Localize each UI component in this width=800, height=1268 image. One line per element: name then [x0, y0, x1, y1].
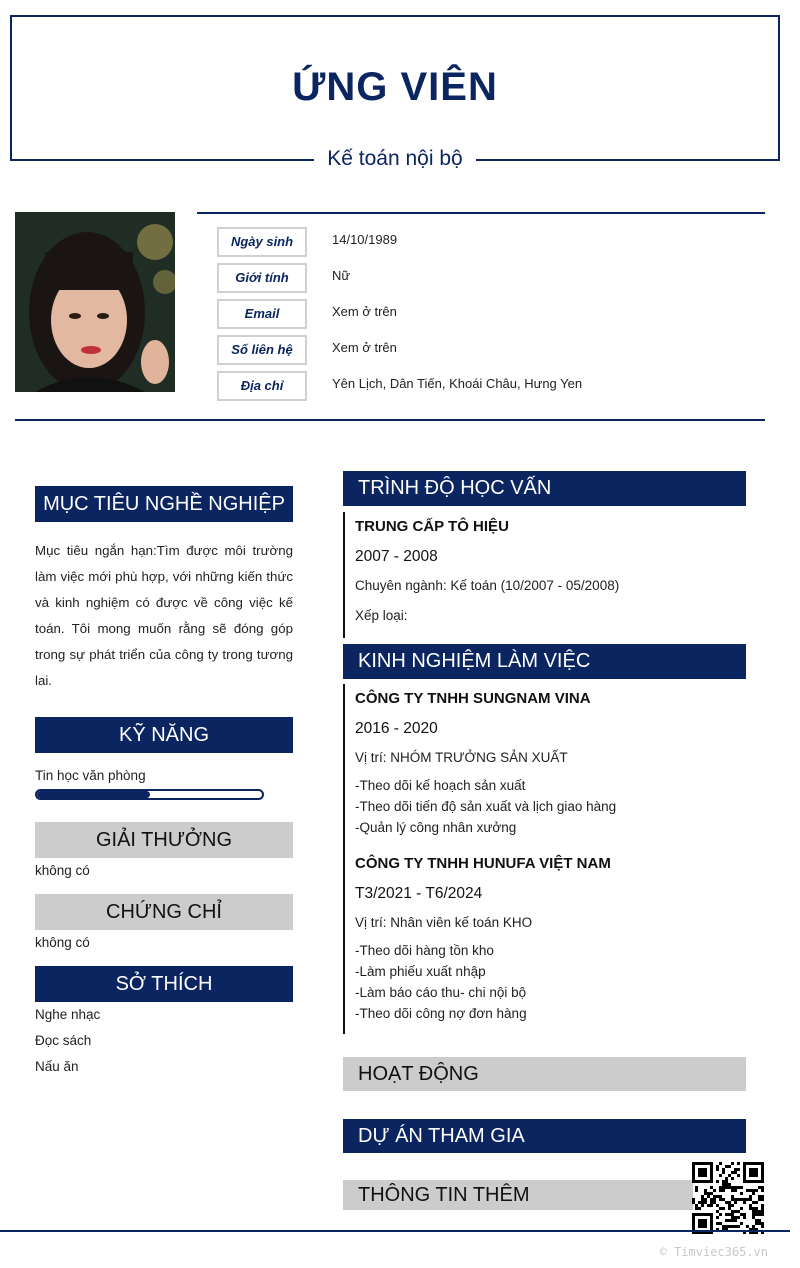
- skill-level-bar: [35, 789, 264, 800]
- info-value: Yên Lịch, Dân Tiến, Khoái Châu, Hưng Yen: [332, 376, 583, 391]
- education-period: 2007 - 2008: [355, 548, 438, 565]
- hobby-item: Nấu ăn: [35, 1059, 79, 1074]
- certificates-heading: CHỨNG CHỈ: [35, 894, 293, 930]
- info-label: Email: [217, 299, 307, 329]
- job-task: -Theo dõi công nợ đơn hàng: [355, 1006, 527, 1021]
- info-value: Xem ở trên: [332, 304, 397, 319]
- hobbies-heading: SỞ THÍCH: [35, 966, 293, 1002]
- experience-heading: KINH NGHIỆM LÀM VIỆC: [343, 644, 746, 679]
- footer-copyright: © Timviec365.vn: [659, 1245, 768, 1259]
- footer-divider: [0, 1230, 790, 1232]
- info-row-phone: [217, 335, 777, 365]
- extra-info-heading: THÔNG TIN THÊM: [343, 1180, 693, 1210]
- awards-text: không có: [35, 863, 90, 878]
- job-title: Kế toán nội bộ: [314, 144, 476, 174]
- info-label: Số liên hệ: [217, 335, 307, 365]
- education-timeline: [343, 512, 345, 638]
- info-bottom-divider: [15, 419, 765, 421]
- info-label: Địa chỉ: [217, 371, 307, 401]
- job-task: -Theo dõi tiến độ sản xuất và lịch giao hàng: [355, 799, 617, 814]
- job-period: T3/2021 - T6/2024: [355, 885, 483, 902]
- education-grade: Xếp loại:: [355, 608, 408, 623]
- skill-name: Tin học văn phòng: [35, 768, 146, 783]
- objective-text: Mục tiêu ngắn hạn:Tìm được môi trường làm việc mới phù hợp, với những kiến thức và kinh nghiệm có được về công việc kế toán. Tôi mong muốn rằng sẽ đóng góp trong sự phát triển của công ty trong tương lai.: [35, 543, 293, 688]
- education-major: Chuyên ngành: Kế toán (10/2007 - 05/2008): [355, 578, 620, 593]
- awards-heading: GIẢI THƯỞNG: [35, 822, 293, 858]
- certificates-text: không có: [35, 935, 90, 950]
- info-top-divider: [197, 212, 765, 214]
- info-value: Xem ở trên: [332, 340, 397, 355]
- job-position: Vị trí: NHÓM TRƯỞNG SẢN XUẤT: [355, 750, 568, 765]
- job-task: -Làm báo cáo thu- chi nội bộ: [355, 985, 527, 1000]
- qr-code: [692, 1162, 764, 1234]
- info-label: Ngày sinh: [217, 227, 307, 257]
- candidate-name: ỨNG VIÊN: [292, 65, 498, 109]
- job-company: CÔNG TY TNHH SUNGNAM VINA: [355, 690, 591, 707]
- info-value: 14/10/1989: [332, 232, 398, 247]
- job-task: -Quản lý công nhân xưởng: [355, 820, 517, 835]
- activities-heading: HOẠT ĐỘNG: [343, 1057, 746, 1091]
- job-company: CÔNG TY TNHH HUNUFA VIỆT NAM: [355, 855, 611, 872]
- candidate-photo: [15, 212, 175, 392]
- info-row-gender: [217, 263, 777, 293]
- info-label: Giới tính: [217, 263, 307, 293]
- job-task: -Làm phiếu xuất nhập: [355, 964, 486, 979]
- info-row-address: [217, 371, 777, 401]
- education-heading: TRÌNH ĐỘ HỌC VẤN: [343, 471, 746, 506]
- header-box: [10, 15, 780, 161]
- hobby-item: Nghe nhạc: [35, 1007, 101, 1022]
- objective-heading: MỤC TIÊU NGHỀ NGHIỆP: [35, 486, 293, 522]
- projects-heading: DỰ ÁN THAM GIA: [343, 1119, 746, 1153]
- job-position: Vị trí: Nhân viên kế toán KHO: [355, 915, 533, 930]
- info-row-birthdate: [217, 227, 777, 257]
- school-name: TRUNG CẤP TÔ HIỆU: [355, 518, 509, 535]
- job-task: -Theo dõi kế hoạch sản xuất: [355, 778, 526, 793]
- hobby-item: Đọc sách: [35, 1033, 92, 1048]
- job-period: 2016 - 2020: [355, 720, 438, 737]
- experience-timeline: [343, 684, 345, 1034]
- job-task: -Theo dõi hàng tồn kho: [355, 943, 494, 958]
- skill-level-fill: [37, 791, 150, 798]
- info-row-email: [217, 299, 777, 329]
- skills-heading: KỸ NĂNG: [35, 717, 293, 753]
- info-value: Nữ: [332, 268, 351, 283]
